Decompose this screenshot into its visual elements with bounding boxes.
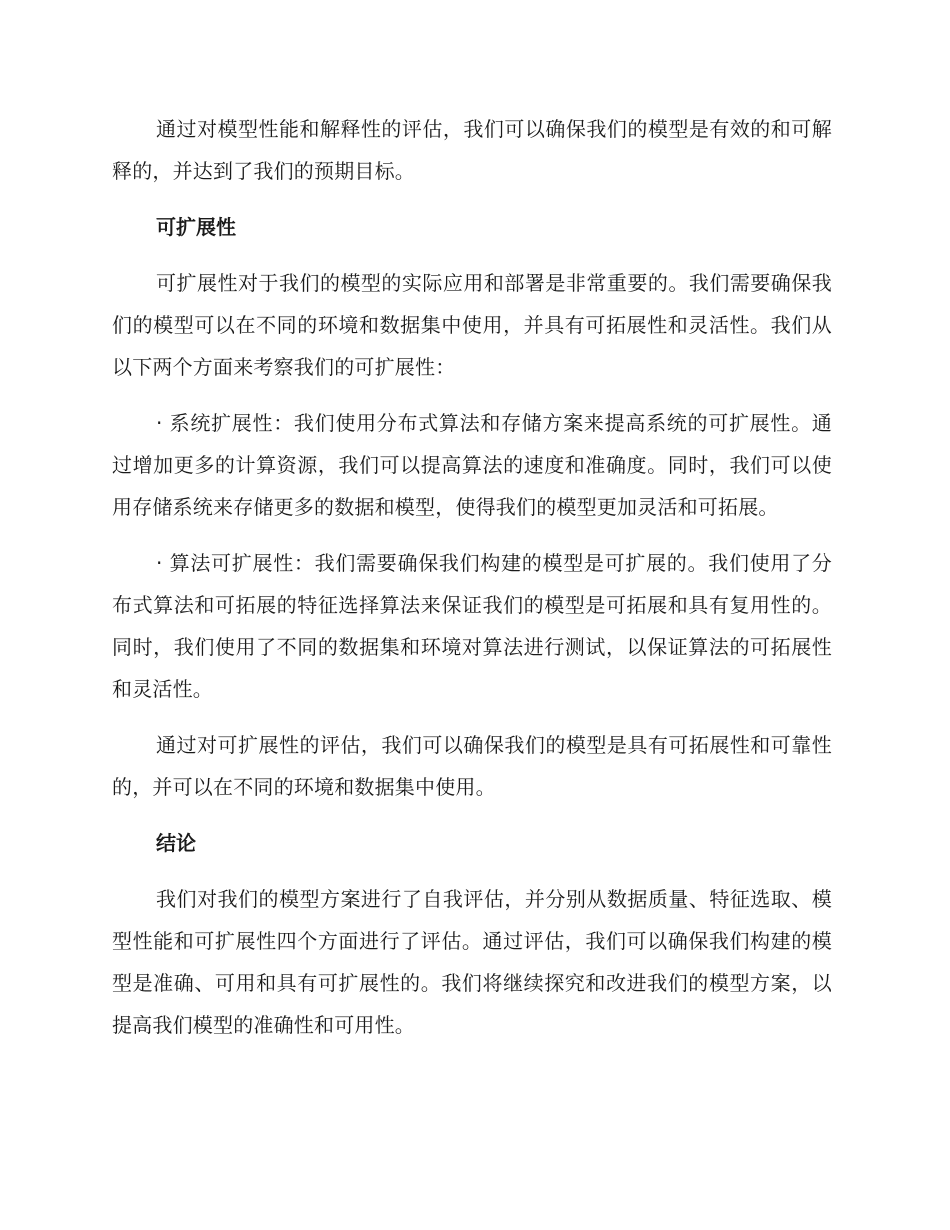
paragraph-conclusion: 我们对我们的模型方案进行了自我评估，并分别从数据质量、特征选取、模型性能和可扩展性四个方面进行了评估。通过评估，我们可以确保我们构建的模型是准确、可用和具有可扩展性的。我们将继续探究和改进我们的模型方案，以提高我们模型的准确性和可用性。 [112, 887, 832, 1037]
paragraph-scalability-summary: 通过对可扩展性的评估，我们可以确保我们的模型是具有可拓展性和可靠性的，并可以在不同的环境和数据集中使用。 [112, 733, 832, 799]
paragraph-scalability-intro: 可扩展性对于我们的模型的实际应用和部署是非常重要的。我们需要确保我们的模型可以在不同的环境和数据集中使用，并具有可拓展性和灵活性。我们从以下两个方面来考察我们的可扩展性： [112, 271, 832, 379]
heading-scalability: 可扩展性 [156, 215, 236, 239]
paragraph-system-scalability: · 系统扩展性：我们使用分布式算法和存储方案来提高系统的可扩展性。通过增加更多的计算资源，我们可以提高算法的速度和准确度。同时，我们可以使用存储系统来存储更多的数据和模型，使得我们的模型更加灵活和可拓展。 [112, 411, 832, 519]
paragraph-algorithm-scalability: · 算法可扩展性：我们需要确保我们构建的模型是可扩展的。我们使用了分布式算法和可拓展的特征选择算法来保证我们的模型是可拓展和具有复用性的。同时，我们使用了不同的数据集和环境对算法进行测试，以保证算法的可拓展性和灵活性。 [112, 551, 832, 701]
heading-conclusion: 结论 [156, 831, 196, 855]
document-body [112, 108, 832, 1060]
paragraph-evaluation-summary: 通过对模型性能和解释性的评估，我们可以确保我们的模型是有效的和可解释的，并达到了我们的预期目标。 [112, 117, 832, 183]
